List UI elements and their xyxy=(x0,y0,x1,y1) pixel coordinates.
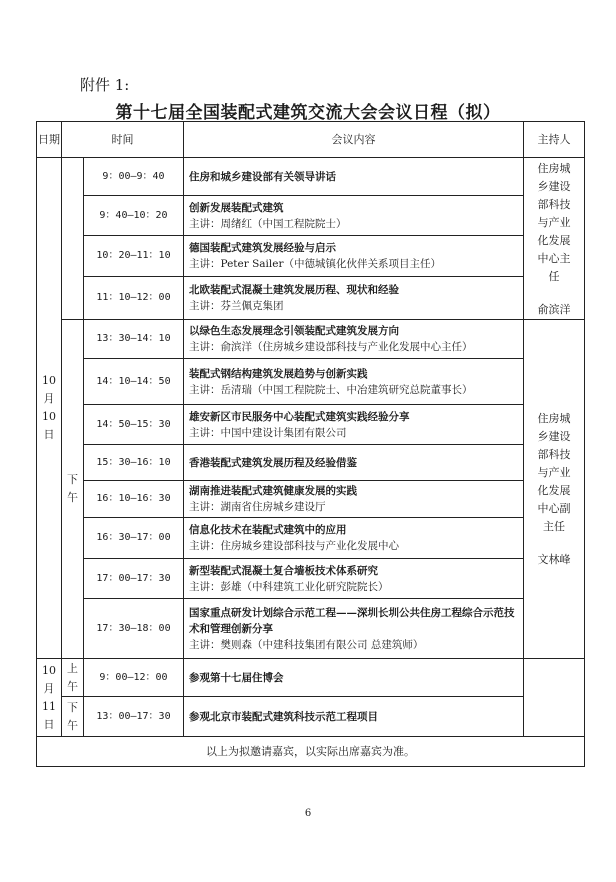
session-title: 香港装配式建筑发展历程及经验借鉴 xyxy=(189,456,357,469)
session-content xyxy=(184,697,524,737)
session-speaker: 主讲：岳清瑞（中国工程院院士、中冶建筑研究总院董事长） xyxy=(189,383,473,396)
session-speaker: 主讲：芬兰佩克集团 xyxy=(189,300,284,312)
table-row xyxy=(37,481,585,518)
session-time: 9：00—9：40 xyxy=(84,158,184,196)
session-content xyxy=(184,320,524,359)
session-speaker: 主讲：湖南省住房城乡建设厅 xyxy=(189,501,326,513)
session-title: 北欧装配式混凝土建筑发展历程、现状和经验 xyxy=(189,284,399,296)
session-title: 参观北京市装配式建筑科技示范工程项目 xyxy=(189,710,378,723)
session-content xyxy=(184,518,524,559)
session-content xyxy=(184,481,524,518)
table-row xyxy=(37,559,585,599)
schedule-table xyxy=(36,121,585,767)
session-title: 信息化技术在装配式建筑中的应用 xyxy=(189,524,347,536)
day2-am-cell xyxy=(62,659,84,697)
day1-date-cell xyxy=(37,158,62,659)
session-time: 9：40—10：20 xyxy=(84,196,184,236)
day2-host-cell xyxy=(524,659,585,737)
session-time: 11：10—12：00 xyxy=(84,277,184,320)
day1-pm-label: 下 午 xyxy=(67,473,78,504)
session-speaker: 主讲：俞滨洋（住房城乡建设部科技与产业化发展中心主任） xyxy=(189,341,473,353)
session-content xyxy=(184,359,524,405)
session-title: 创新发展装配式建筑 xyxy=(189,201,284,214)
session-time: 10：20—11：10 xyxy=(84,236,184,277)
day2-date: 10 月 11 日 xyxy=(42,663,56,731)
table-row xyxy=(37,518,585,559)
session-title: 以绿色生态发展理念引领装配式建筑发展方向 xyxy=(189,325,399,337)
day1-date: 10 月 10 日 xyxy=(42,374,56,441)
session-content xyxy=(184,559,524,599)
session-time: 13：30—14：10 xyxy=(84,320,184,359)
header-row xyxy=(37,122,585,158)
table-row xyxy=(37,236,585,277)
session-speaker: 主讲：彭雄（中科建筑工业化研究院院长） xyxy=(189,580,389,593)
day1-pm-cell xyxy=(62,320,84,659)
table-row xyxy=(37,359,585,405)
day1-am-host-cell xyxy=(524,158,585,320)
host-role: 住房城乡建设部科技与产业化发展中心副主任 xyxy=(537,412,571,533)
table-row xyxy=(37,599,585,659)
session-time: 15：30—16：10 xyxy=(84,445,184,481)
session-speaker: 主讲：Peter Sailer（中德城镇化伙伴关系项目主任） xyxy=(189,258,441,270)
table-row xyxy=(37,659,585,697)
table-row xyxy=(37,320,585,359)
day1-am-cell xyxy=(62,158,84,320)
session-speaker: 主讲：中国中建设计集团有限公司 xyxy=(189,426,347,439)
session-content xyxy=(184,659,524,697)
session-title: 国家重点研发计划综合示范工程——深圳长圳公共住房工程综合示范技术和管理创新分享 xyxy=(189,606,515,635)
session-time: 14：50—15：30 xyxy=(84,405,184,445)
attachment-label: 附件 1: xyxy=(80,76,130,94)
session-title: 装配式钢结构建筑发展趋势与创新实践 xyxy=(189,367,368,380)
host-name: 俞滨洋 xyxy=(537,302,571,316)
host-name: 文林峰 xyxy=(537,553,571,566)
session-speaker: 主讲：周绪红（中国工程院院士） xyxy=(189,217,347,230)
footnote-row xyxy=(37,737,585,767)
session-time: 17：00—17：30 xyxy=(84,559,184,599)
table-row xyxy=(37,158,585,196)
session-content xyxy=(184,196,524,236)
table-row xyxy=(37,277,585,320)
session-content xyxy=(184,158,524,196)
session-title: 湖南推进装配式建筑健康发展的实践 xyxy=(189,485,357,497)
day1-pm-host-cell xyxy=(524,320,585,659)
day2-pm-label: 下 午 xyxy=(67,700,78,732)
session-content xyxy=(184,277,524,320)
day2-pm-cell xyxy=(62,697,84,737)
session-title: 雄安新区市民服务中心装配式建筑实践经验分享 xyxy=(189,410,410,423)
session-title: 住房和城乡建设部有关领导讲话 xyxy=(189,170,336,183)
column-header-content: 会议内容 xyxy=(184,122,524,158)
table-row xyxy=(37,196,585,236)
session-time: 17：30—18：00 xyxy=(84,599,184,659)
table-row xyxy=(37,445,585,481)
session-title: 德国装配式建筑发展经验与启示 xyxy=(189,242,336,254)
day2-date-cell xyxy=(37,659,62,737)
day2-am-label: 上 午 xyxy=(67,661,78,693)
session-title: 参观第十七届住博会 xyxy=(189,671,284,684)
session-title: 新型装配式混凝土复合墙板技术体系研究 xyxy=(189,564,378,577)
host-role: 住房城乡建设部科技与产业化发展中心主任 xyxy=(537,161,571,283)
session-content xyxy=(184,599,524,659)
column-header-time: 时间 xyxy=(62,122,184,158)
page-number: 6 xyxy=(304,808,312,819)
session-time: 16：30—17：00 xyxy=(84,518,184,559)
column-header-host: 主持人 xyxy=(524,122,585,158)
session-content xyxy=(184,405,524,445)
session-speaker: 主讲：住房城乡建设部科技与产业化发展中心 xyxy=(189,540,399,552)
column-header-date: 日期 xyxy=(37,122,62,158)
session-time: 13：00—17：30 xyxy=(84,697,184,737)
page-title: 第十七届全国装配式建筑交流大会会议日程（拟） xyxy=(115,103,501,123)
session-time: 14：10—14：50 xyxy=(84,359,184,405)
session-time: 9：00—12：00 xyxy=(84,659,184,697)
table-row xyxy=(37,697,585,737)
session-content xyxy=(184,236,524,277)
session-time: 16：10—16：30 xyxy=(84,481,184,518)
footnote: 以上为拟邀请嘉宾，以实际出席嘉宾为准。 xyxy=(37,737,585,767)
session-speaker: 主讲：樊则森（中建科技集团有限公司 总建筑师） xyxy=(189,638,424,651)
session-content xyxy=(184,445,524,481)
table-row xyxy=(37,405,585,445)
